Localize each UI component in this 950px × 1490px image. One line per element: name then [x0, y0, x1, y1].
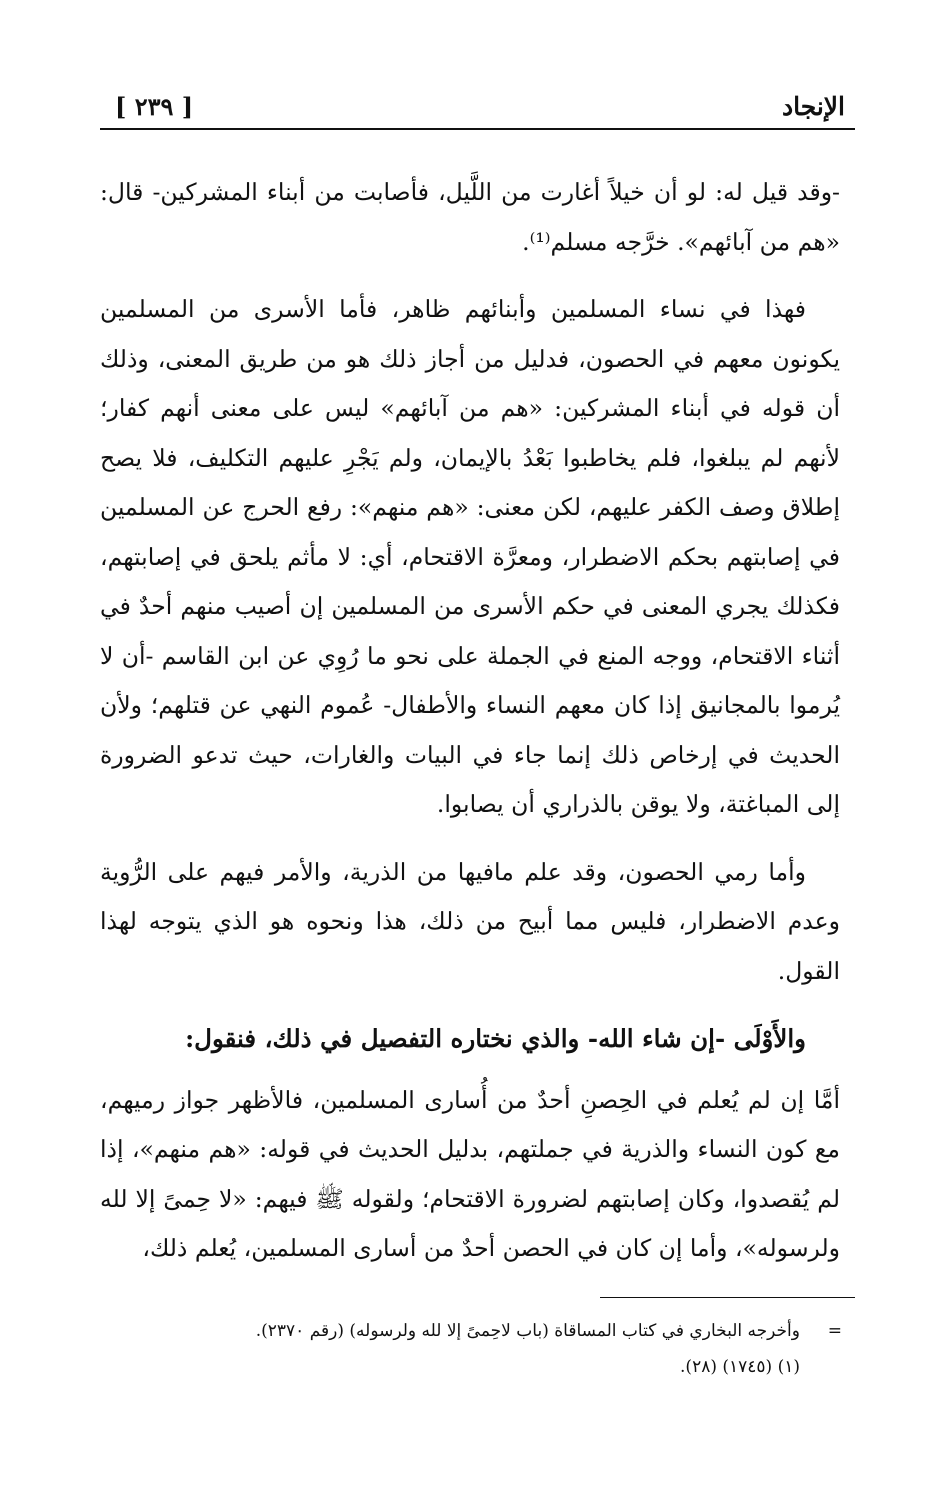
header-rule — [100, 128, 855, 130]
section-heading: والأَوْلَى -إن شاء الله- والذي نختاره التفصيل في ذلك، فنقول: — [185, 1024, 806, 1053]
running-title: الإنجاد — [781, 92, 845, 121]
footnotes — [100, 1313, 842, 1385]
paragraph-2: فهذا في نساء المسلمين وأبنائهم ظاهر، فأما الأسرى من المسلمين يكونون معهم في الحصون، فدليل من أجاز ذلك هو من طريق المعنى، وذلك أن قوله في أبناء المشركين: «هم من آبائهم» ليس على معنى أنهم كفار؛ لأنهم لم يبلغوا، فلم يخاطبوا بَعْدُ بالإيمان، ولم يَجْرِ عليهم التكليف، فلا يصح إطلاق وصف الكفر عليهم، لكن معنى: «هم منهم»: رفع الحرج عن المسلمين في إصابتهم بحكم الاضطرار، ومعرَّة الاقتحام، أي: لا مأثم يلحق في إصابتهم، فكذلك يجري المعنى في حكم الأسرى من المسلمين إن أصيب منهم أحدٌ في أثناء الاقتحام، ووجه المنع في الجملة على نحو ما رُوِي عن ابن القاسم -أن لا يُرموا بالمجانيق إذا كان معهم النساء والأطفال- عُموم النهي عن قتلهم؛ ولأن الحديث في إرخاص ذلك إنما جاء في البيات والغارات، حيث تدعو الضرورة إلى المباغتة، ولا يوقن بالذراري أن يصابوا. — [100, 295, 840, 818]
paragraph-1: -وقد قيل له: لو أن خيلاً أغارت من اللَّيل، فأصابت من أبناء المشركين- قال: «هم من آبائهم». خرَّجه مسلم⁽¹⁾. — [100, 178, 840, 256]
main-text — [100, 168, 840, 1274]
footnote-1 — [100, 1349, 842, 1385]
page-header — [100, 92, 845, 132]
footnote-text: وأخرجه البخاري في كتاب المساقاة (باب لاحِمىً إلا لله ولرسوله) (رقم ٢٣٧٠). — [255, 1321, 800, 1341]
paragraph-3: وأما رمي الحصون، وقد علم مافيها من الذرية، والأمر فيهم على الرُّوية وعدم الاضطرار، فليس مما أبيح من ذلك، هذا ونحوه هو الذي يتوجه لهذا القول. — [100, 857, 840, 985]
footnote-continuation — [100, 1313, 842, 1349]
page-number: [ ٢٣٩ ] — [115, 92, 194, 121]
footnote-marker: = — [827, 1321, 842, 1341]
paragraph-4: أمَّا إن لم يُعلم في الحِصنِ أحدٌ من أُسارى المسلمين، فالأظهر جواز رميهم، مع كون النساء والذرية في جملتهم، بدليل الحديث في قوله: «هم منهم»، إذا لم يُقصدوا، وكان إصابتهم لضرورة الاقتحام؛ ولقوله ﷺ فيهم: «لا حِمىً إلا لله ولرسوله»، وأما إن كان في الحصن أحدٌ من أسارى المسلمين، يُعلم ذلك، — [100, 1085, 840, 1262]
footnote-rule — [600, 1297, 855, 1298]
footnote-text: (١) (١٧٤٥) (٢٨). — [680, 1357, 800, 1377]
